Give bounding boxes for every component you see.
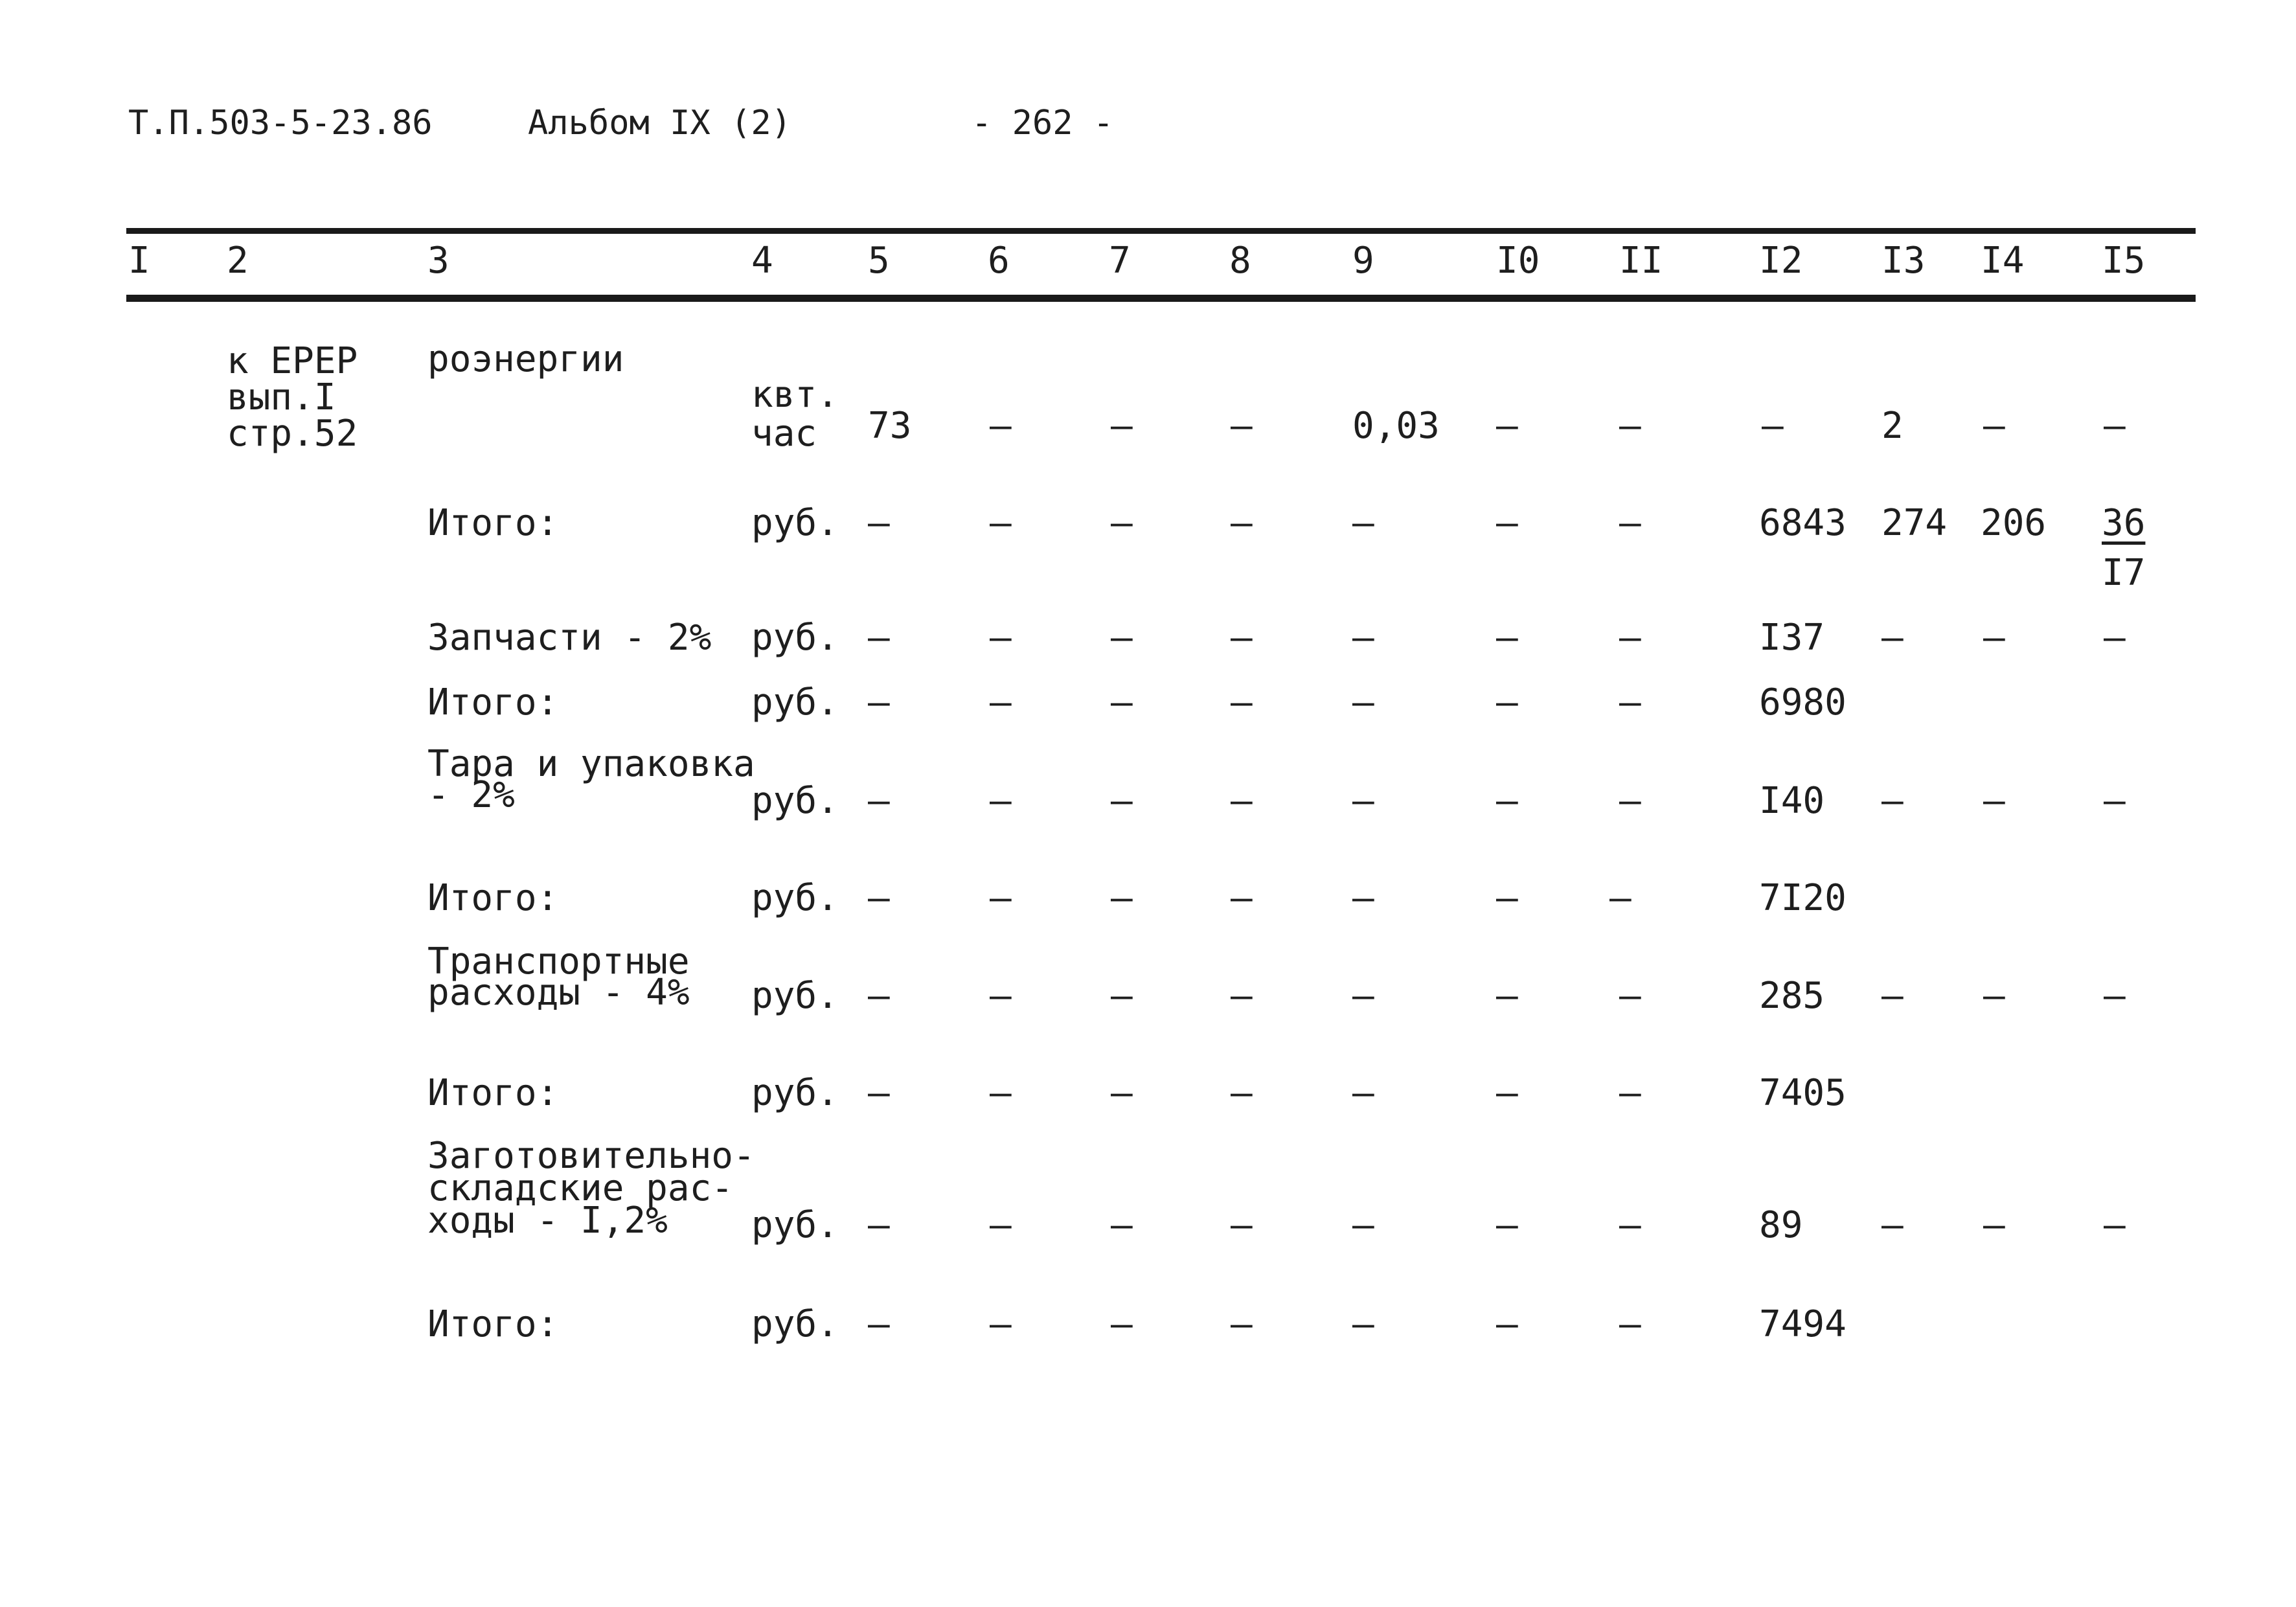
cell: 89: [1759, 1204, 1803, 1246]
cell: –: [868, 1204, 890, 1246]
cell: –: [1619, 617, 1641, 659]
cell: –: [1231, 405, 1253, 447]
cell: –: [1231, 975, 1253, 1017]
col-header-8: 8: [1229, 240, 1251, 282]
cell: 285: [1759, 975, 1825, 1017]
cell: 2: [1881, 405, 1904, 447]
cell: –: [2104, 1204, 2126, 1246]
cell: 274: [1881, 502, 1948, 544]
col-header-6: 6: [988, 240, 1010, 282]
cell: –: [1762, 405, 1784, 447]
cell: –: [1619, 1072, 1641, 1114]
cell: –: [868, 617, 890, 659]
cell: –: [1619, 502, 1641, 544]
cell: –: [1496, 681, 1518, 724]
table-header-bottom-rule: [126, 295, 2196, 302]
cell: –: [1352, 1204, 1374, 1246]
col-header-2: 2: [227, 240, 249, 282]
row-name: Итого:: [427, 681, 559, 724]
name-line: - 2%: [427, 774, 515, 816]
row-unit: руб.: [751, 1072, 839, 1114]
cell: –: [1496, 1204, 1518, 1246]
row-name: Итого:: [427, 1303, 559, 1345]
cell: –: [2104, 780, 2126, 822]
name-line: Транспортные: [427, 940, 690, 983]
cell: –: [1496, 877, 1518, 919]
cell: –: [2104, 975, 2126, 1017]
cell: –: [2104, 617, 2126, 659]
reference-line: стр.52: [227, 413, 358, 455]
cell: –: [990, 681, 1012, 724]
name-line: Заготовительно-: [427, 1135, 755, 1177]
unit-line: квт.: [751, 374, 839, 416]
cell: –: [990, 1204, 1012, 1246]
cell: –: [1496, 975, 1518, 1017]
row-name: роэнергии: [427, 338, 624, 380]
cell: –: [868, 780, 890, 822]
row-name: [427, 942, 690, 1012]
col-header-5: 5: [868, 240, 890, 282]
cell: –: [1881, 617, 1904, 659]
col-header-10: I0: [1496, 240, 1540, 282]
fraction-denominator: I7: [2102, 552, 2146, 594]
name-line: Тара и упаковка: [427, 743, 755, 785]
cell: –: [1111, 502, 1133, 544]
cell: –: [1111, 1204, 1133, 1246]
col-header-15: I5: [2102, 240, 2146, 282]
unit-line: час: [751, 413, 817, 455]
table-top-rule: [126, 228, 2196, 234]
cell: –: [1352, 1072, 1374, 1114]
cell: –: [2104, 405, 2126, 447]
fraction-numerator: 36: [2102, 502, 2146, 544]
cell: –: [1111, 780, 1133, 822]
cell: –: [990, 1072, 1012, 1114]
cell: –: [868, 975, 890, 1017]
cell: –: [1231, 502, 1253, 544]
cell: –: [1231, 1303, 1253, 1345]
row-name: Запчасти - 2%: [427, 617, 712, 659]
cell: 6843: [1759, 502, 1847, 544]
cell: –: [1496, 617, 1518, 659]
cell: –: [1496, 1303, 1518, 1345]
cell: 7I20: [1759, 877, 1847, 919]
cell: –: [1111, 681, 1133, 724]
cell: –: [1881, 1204, 1904, 1246]
reference-note: [227, 342, 358, 453]
col-header-3: 3: [427, 240, 449, 282]
row-unit: руб.: [751, 681, 839, 724]
cell: –: [1496, 502, 1518, 544]
cell: –: [1352, 975, 1374, 1017]
cell: 206: [1981, 502, 2047, 544]
cell: 6980: [1759, 681, 1847, 724]
cell: –: [1983, 1204, 2005, 1246]
cell: –: [990, 617, 1012, 659]
row-name: Итого:: [427, 1072, 559, 1114]
cell: –: [1881, 780, 1904, 822]
row-name: [427, 1137, 755, 1240]
document-code: Т.П.503-5-23.86: [128, 104, 433, 142]
cell: –: [1983, 405, 2005, 447]
cell: –: [868, 1303, 890, 1345]
cell: –: [990, 975, 1012, 1017]
cell: –: [1352, 617, 1374, 659]
cell: I40: [1759, 780, 1825, 822]
cell: –: [990, 405, 1012, 447]
cell: 73: [868, 405, 912, 447]
row-unit: руб.: [751, 975, 839, 1017]
reference-line: вып.I: [227, 376, 336, 418]
col-header-14: I4: [1981, 240, 2025, 282]
cell: –: [868, 877, 890, 919]
cell: –: [990, 877, 1012, 919]
name-line: расходы - 4%: [427, 972, 690, 1014]
album-title: Альбом IX (2): [528, 104, 791, 142]
cell: –: [1231, 617, 1253, 659]
cell: –: [1231, 1072, 1253, 1114]
cell: –: [1496, 780, 1518, 822]
row-unit: руб.: [751, 617, 839, 659]
col-header-9: 9: [1352, 240, 1374, 282]
cell: –: [1619, 780, 1641, 822]
reference-line: к ЕРЕР: [227, 340, 358, 382]
cell: –: [1496, 405, 1518, 447]
col-header-12: I2: [1759, 240, 1803, 282]
row-unit: руб.: [751, 877, 839, 919]
cell: –: [1619, 1303, 1641, 1345]
cell: –: [868, 502, 890, 544]
cell: –: [1619, 405, 1641, 447]
cell: –: [1352, 681, 1374, 724]
row-unit: [751, 376, 839, 453]
cell: –: [990, 502, 1012, 544]
cell: –: [1111, 1072, 1133, 1114]
cell: –: [1111, 975, 1133, 1017]
col-header-4: 4: [751, 240, 773, 282]
row-name: [427, 745, 755, 815]
cell: –: [1352, 1303, 1374, 1345]
cell: –: [1619, 975, 1641, 1017]
cell: –: [1983, 617, 2005, 659]
cell: –: [1111, 877, 1133, 919]
row-name: Итого:: [427, 502, 559, 544]
cell: –: [868, 681, 890, 724]
cell: –: [990, 1303, 1012, 1345]
cell: –: [1619, 681, 1641, 724]
col-header-1: I: [128, 240, 150, 282]
row-unit: руб.: [751, 502, 839, 544]
cell: –: [1352, 780, 1374, 822]
cell: 0,03: [1352, 405, 1440, 447]
cell: –: [1983, 975, 2005, 1017]
cell: –: [1619, 1204, 1641, 1246]
cell: –: [990, 780, 1012, 822]
cell: –: [1231, 780, 1253, 822]
cell: –: [1231, 681, 1253, 724]
cell: –: [1111, 617, 1133, 659]
row-name: Итого:: [427, 877, 559, 919]
name-line: ходы - I,2%: [427, 1200, 668, 1242]
cell: –: [1352, 877, 1374, 919]
col-header-13: I3: [1881, 240, 1926, 282]
row-unit: руб.: [751, 780, 839, 822]
cell: –: [1231, 877, 1253, 919]
cell: –: [1111, 1303, 1133, 1345]
col-header-7: 7: [1109, 240, 1131, 282]
col-header-11: II: [1619, 240, 1663, 282]
cell: 7405: [1759, 1072, 1847, 1114]
cell: –: [1231, 1204, 1253, 1246]
row-unit: руб.: [751, 1303, 839, 1345]
cell: –: [1983, 780, 2005, 822]
cell: –: [1609, 877, 1631, 919]
cell: I37: [1759, 617, 1825, 659]
cell: –: [1496, 1072, 1518, 1114]
cell: –: [1881, 975, 1904, 1017]
cell: –: [1111, 405, 1133, 447]
row-unit: руб.: [751, 1204, 839, 1246]
cell: –: [868, 1072, 890, 1114]
name-line: складские рас-: [427, 1167, 734, 1209]
page-number: - 262 -: [972, 104, 1114, 142]
cell: 7494: [1759, 1303, 1847, 1345]
cell: –: [1352, 502, 1374, 544]
